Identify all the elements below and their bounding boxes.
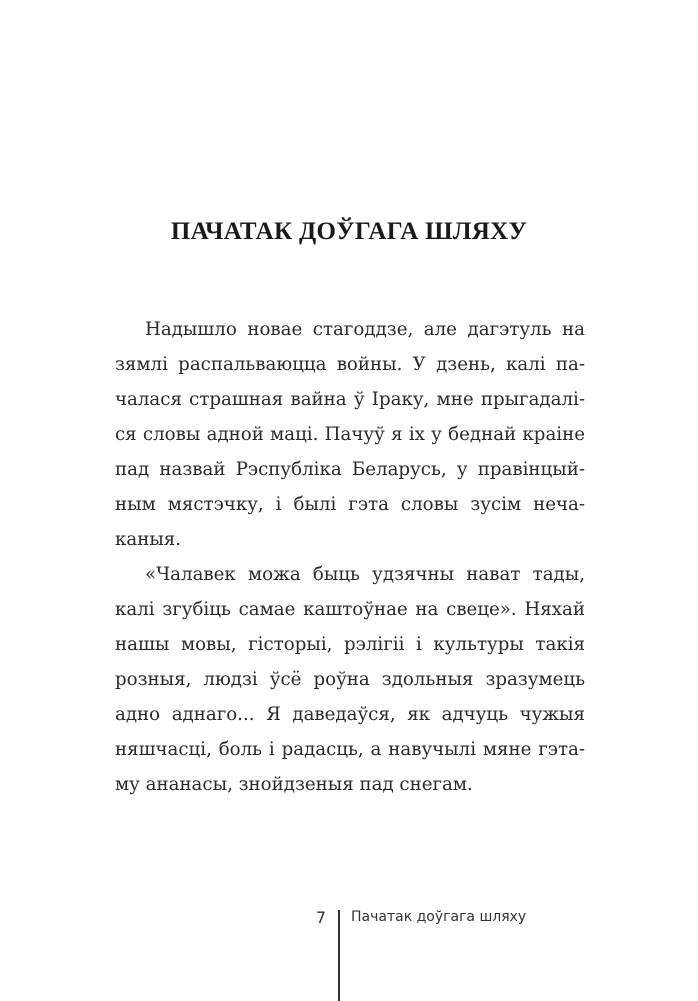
text-line: пад назвай Рэспубліка Беларусь, у правінцый- — [115, 459, 585, 480]
text-line: чалася страшная вайна ў Іраку, мне прыгадалі- — [115, 389, 585, 410]
paragraph-2 — [115, 557, 585, 802]
text-line: ся словы адной маці. Пачуў я іх у беднай краіне — [115, 424, 585, 445]
text-line: нашы мовы, гісторыі, рэлігіі і культуры такія — [115, 634, 585, 655]
text-line: няшчасці, боль і радасць, а навучылі мяне гэта- — [115, 739, 585, 760]
chapter-body — [115, 312, 585, 802]
text-line: «Чалавек можа быць удзячны нават тады, — [145, 564, 585, 585]
text-line: адно аднаго... Я даведаўся, як адчуць чужыя — [115, 704, 585, 725]
page-number: 7 — [315, 908, 326, 927]
text-line: Надышло новае стагоддзе, але дагэтуль на — [145, 319, 585, 340]
text-line: зямлі распальваюцца войны. У дзень, калі па- — [115, 354, 585, 375]
text-line: му ананасы, знойдзеныя пад снегам. — [115, 774, 473, 795]
text-line: калі згубіць самае каштоўнае на свеце». Няхай — [115, 599, 585, 620]
text-line: каныя. — [115, 529, 182, 550]
text-line: ным мястэчку, і былі гэта словы зусім неча- — [115, 494, 585, 515]
running-title: Пачатак доўгага шляху — [351, 909, 527, 925]
text-line: розныя, людзі ўсё роўна здольныя зразумець — [115, 669, 585, 690]
chapter-title: ПАЧАТАК ДОЎГАГА ШЛЯХУ — [170, 218, 528, 245]
paragraph-1 — [115, 312, 585, 557]
footer-divider — [338, 910, 340, 1001]
